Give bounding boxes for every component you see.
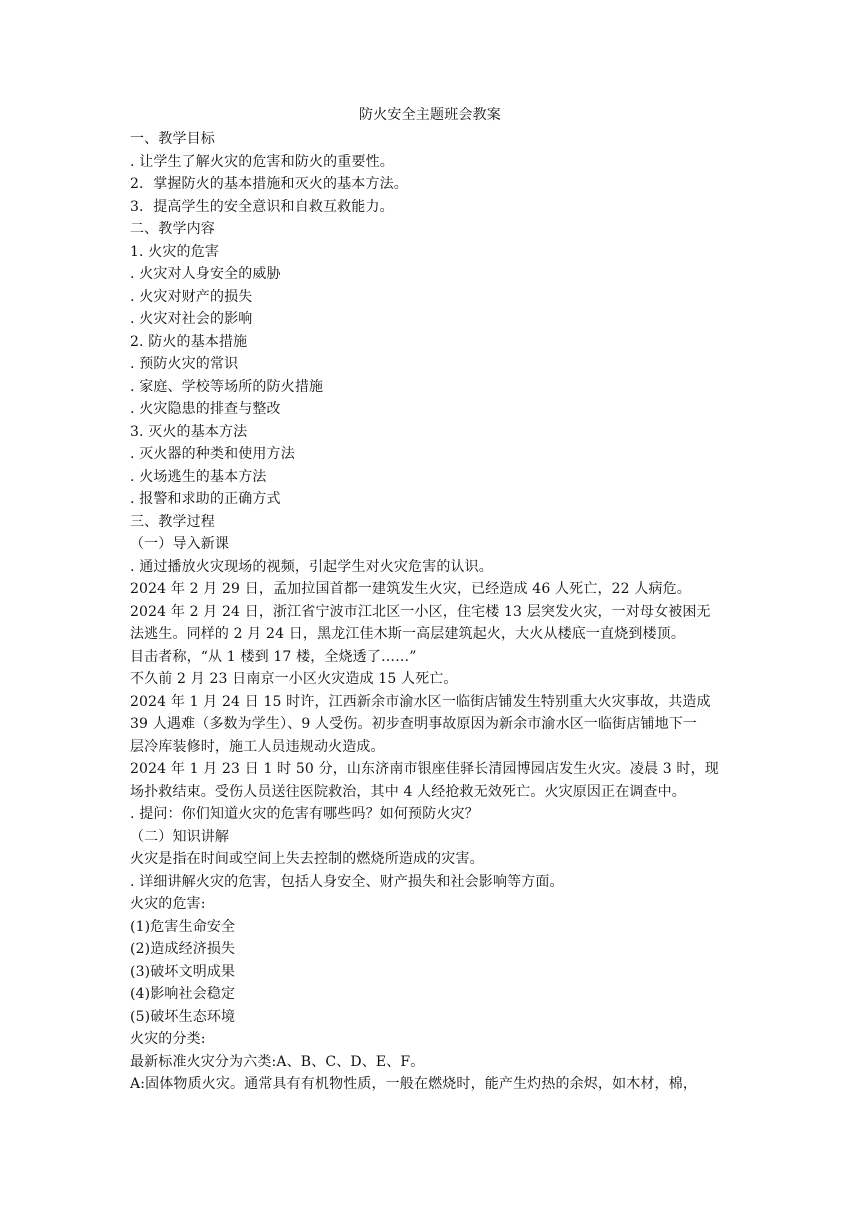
content-item: . 火灾对财产的损失 xyxy=(130,288,253,305)
content-subheading: 1. 火灾的危害 xyxy=(130,243,220,260)
hazard-heading: 火灾的危害: xyxy=(130,896,206,912)
hazard-item: (2)造成经济损失 xyxy=(130,941,236,957)
incident-paragraph: 2024 年 1 月 23 日 1 时 50 分，山东济南市银座佳驿长清园博园店发生火灾。凌晨 3 时，现 xyxy=(130,761,719,777)
incident-paragraph: 目击者称，“从 1 楼到 17 楼，全烧透了……” xyxy=(130,648,417,665)
content-item: . 家庭、学校等场所的防火措施 xyxy=(130,378,324,395)
process-subheading: （二）知识讲解 xyxy=(130,828,230,845)
heading-teaching-process: 三、教学过程 xyxy=(130,513,215,530)
hazard-item: (3)破坏文明成果 xyxy=(130,963,236,980)
goal-item: . 让学生了解火灾的危害和防火的重要性。 xyxy=(130,153,394,170)
question-item: . 提问：你们知道火灾的危害有哪些吗？如何预防火灾？ xyxy=(130,806,479,822)
heading-teaching-content: 二、教学内容 xyxy=(130,221,215,237)
classification-heading: 火灾的分类: xyxy=(130,1031,206,1047)
content-item: . 火灾对人身安全的威胁 xyxy=(130,266,281,282)
goal-item: 2．掌握防火的基本措施和灭火的基本方法。 xyxy=(130,176,408,192)
process-item: . 通过播放火灾现场的视频，引起学生对火灾危害的认识。 xyxy=(130,558,493,575)
incident-paragraph: 39 人遇难（多数为学生）、9 人受伤。初步查明事故原因为新余市渝水区一临街店铺地下一 xyxy=(130,716,698,732)
process-item: . 详细讲解火灾的危害，包括人身安全、财产损失和社会影响等方面。 xyxy=(130,873,564,890)
definition-text: 火灾是指在时间或空间上失去控制的燃烧所造成的灾害。 xyxy=(130,851,484,867)
content-subheading: 2. 防火的基本措施 xyxy=(130,333,248,350)
content-item: . 火场逃生的基本方法 xyxy=(130,468,267,485)
content-item: . 火灾隐患的排查与整改 xyxy=(130,401,281,417)
incident-paragraph: 2024 年 2 月 29 日，孟加拉国首都一建筑发生火灾，已经造成 46 人死亡，22 人病危。 xyxy=(130,581,691,597)
content-item: . 火灾对社会的影响 xyxy=(130,311,253,327)
hazard-item: (5)破坏生态环境 xyxy=(130,1008,236,1025)
classification-text: 最新标准火灾分为六类:A、B、C、D、E、F。 xyxy=(130,1053,425,1070)
incident-paragraph: 2024 年 2 月 24 日，浙江省宁波市江北区一小区，住宅楼 13 层突发火灾，一对母女被困无 xyxy=(130,603,711,620)
process-subheading: （一）导入新课 xyxy=(130,536,230,552)
content-subheading: 3. 灭火的基本方法 xyxy=(130,423,248,440)
incident-paragraph: 2024 年 1 月 24 日 15 时许，江西新余市渝水区一临街店铺发生特别重大火灾事故，共造成 xyxy=(130,693,711,710)
incident-paragraph: 场扑救结束。受伤人员送往医院救治，其中 4 人经抢救无效死亡。火灾原因正在调查中。 xyxy=(130,783,686,800)
hazard-item: (4)影响社会稳定 xyxy=(130,986,236,1002)
classification-text: A:固体物质火灾。通常具有有机物性质，一般在燃烧时，能产生灼热的余烬，如木材，棉， xyxy=(130,1076,697,1092)
document-body xyxy=(130,128,730,1096)
goal-item: 3．提高学生的安全意识和自救互救能力。 xyxy=(130,198,394,215)
content-item: . 报警和求助的正确方式 xyxy=(130,491,281,507)
heading-teaching-goals: 一、教学目标 xyxy=(130,131,215,147)
document-title: 防火安全主题班会教案 xyxy=(359,107,501,123)
incident-paragraph: 不久前 2 月 23 日南京一小区火灾造成 15 人死亡。 xyxy=(130,671,458,687)
incident-paragraph: 法逃生。同样的 2 月 24 日，黑龙江佳木斯一高层建筑起火，大火从楼底一直烧到楼顶。 xyxy=(130,626,685,642)
content-item: . 灭火器的种类和使用方法 xyxy=(130,446,295,462)
incident-paragraph: 层冷库装修时，施工人员违规动火造成。 xyxy=(130,738,385,755)
content-item: . 预防火灾的常识 xyxy=(130,356,239,372)
hazard-item: (1)危害生命安全 xyxy=(130,918,236,935)
